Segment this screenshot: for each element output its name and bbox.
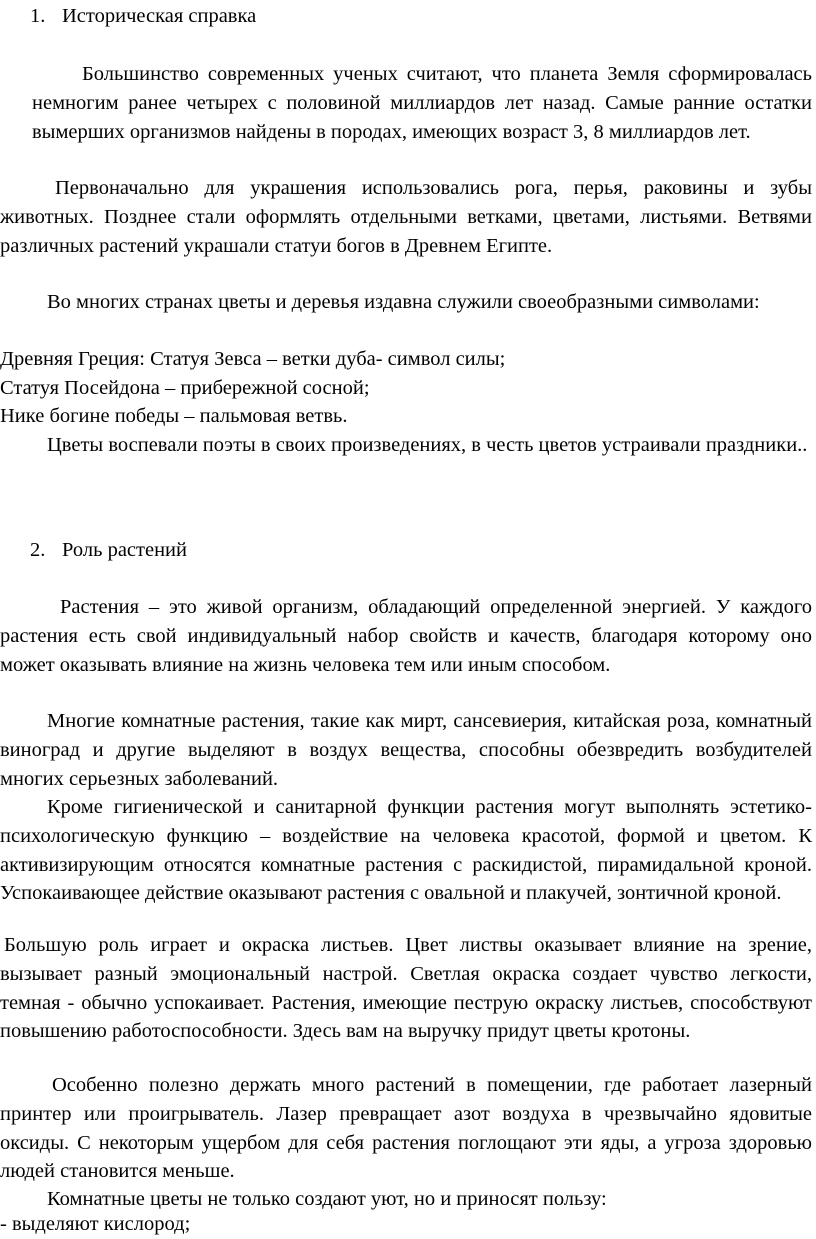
section-2-paragraph-4: Большую роль играет и окраска листьев. Цвет листвы оказывает влияние на зрение, вызывает разный эмоциональный настрой. Светлая окраска создает чувство легкости, темная - обычно успокаивает. Растения, имеющие пеструю окраску листьев, способствуют повышению работоспособности. Здесь вам на выручку придут цветы кротоны. <box>0 934 812 1043</box>
section-2-paragraph-1: Растения – это живой организм, обладающий определенной энергией. У каждого растения есть свой индивидуальный набор свойств и качеств, благодаря которому оно может оказывать влияние на жизнь человека тем или иным способом. <box>0 596 812 676</box>
benefit-list-item: - выделяют кислород; <box>0 1213 191 1235</box>
symbol-line-nike: Нике богине победы – пальмовая ветвь. <box>0 405 348 427</box>
section-1-paragraph-3: Во многих странах цветы и деревья издавна служили своеобразными символами: <box>47 291 760 313</box>
section-2-title: Роль растений <box>62 539 187 561</box>
section-2-paragraph-5: Особенно полезно держать много растений в помещении, где работает лазерный принтер или проигрыватель. Лазер превращает азот воздуха в чрезвычайно ядовитые оксиды. С некоторым ущербом для себя растения поглощают эти яды, а угроза здоровью людей становится меньше. <box>0 1074 812 1183</box>
section-1-title: Историческая справка <box>62 5 257 27</box>
symbol-line-poseidon: Статуя Посейдона – прибережной сосной; <box>0 377 370 399</box>
section-2-paragraph-6: Комнатные цветы не только создают уют, но и приносят пользу: <box>47 1188 607 1210</box>
section-1-heading <box>30 2 256 31</box>
section-2-paragraph-3: Кроме гигиенической и санитарной функции растения могут выполнять эстетико-психологическую функцию – воздействие на человека красотой, формой и цветом. К активизирующим относятся комнатные растения с раскидистой, пирамидальной кроной. Успокаивающее действие оказывают растения с овальной и плакучей, зонтичной кроной. <box>0 796 812 905</box>
section-2-paragraph-2: Многие комнатные растения, такие как мирт, сансевиерия, китайская роза, комнатный виноград и другие выделяют в воздух вещества, способны обезвредить возбудителей многих серьезных заболеваний. <box>0 710 812 790</box>
symbol-line-zeus: Древняя Греция: Статуя Зевса – ветки дуба- символ силы; <box>0 348 506 370</box>
section-1-paragraph-1: Большинство современных ученых считают, что планета Земля сформировалась немногим ранее четырех с половиной миллиардов лет назад. Самые ранние остатки вымерших организмов найдены в породах, имеющих возраст 3, 8 миллиардов лет. <box>32 63 812 143</box>
section-2-number: 2. <box>30 539 46 561</box>
section-1-paragraph-2: Первоначально для украшения использовались рога, перья, раковины и зубы животных. Позднее стали оформлять отдельными ветками, цветами, листьями. Ветвями различных растений украшали статуи богов в Древнем Египте. <box>0 177 812 257</box>
section-1-paragraph-4: Цветы воспевали поэты в своих произведениях, в честь цветов устраивали праздники.. <box>47 434 808 456</box>
section-2-heading <box>30 536 187 565</box>
section-1-number: 1. <box>30 5 46 27</box>
